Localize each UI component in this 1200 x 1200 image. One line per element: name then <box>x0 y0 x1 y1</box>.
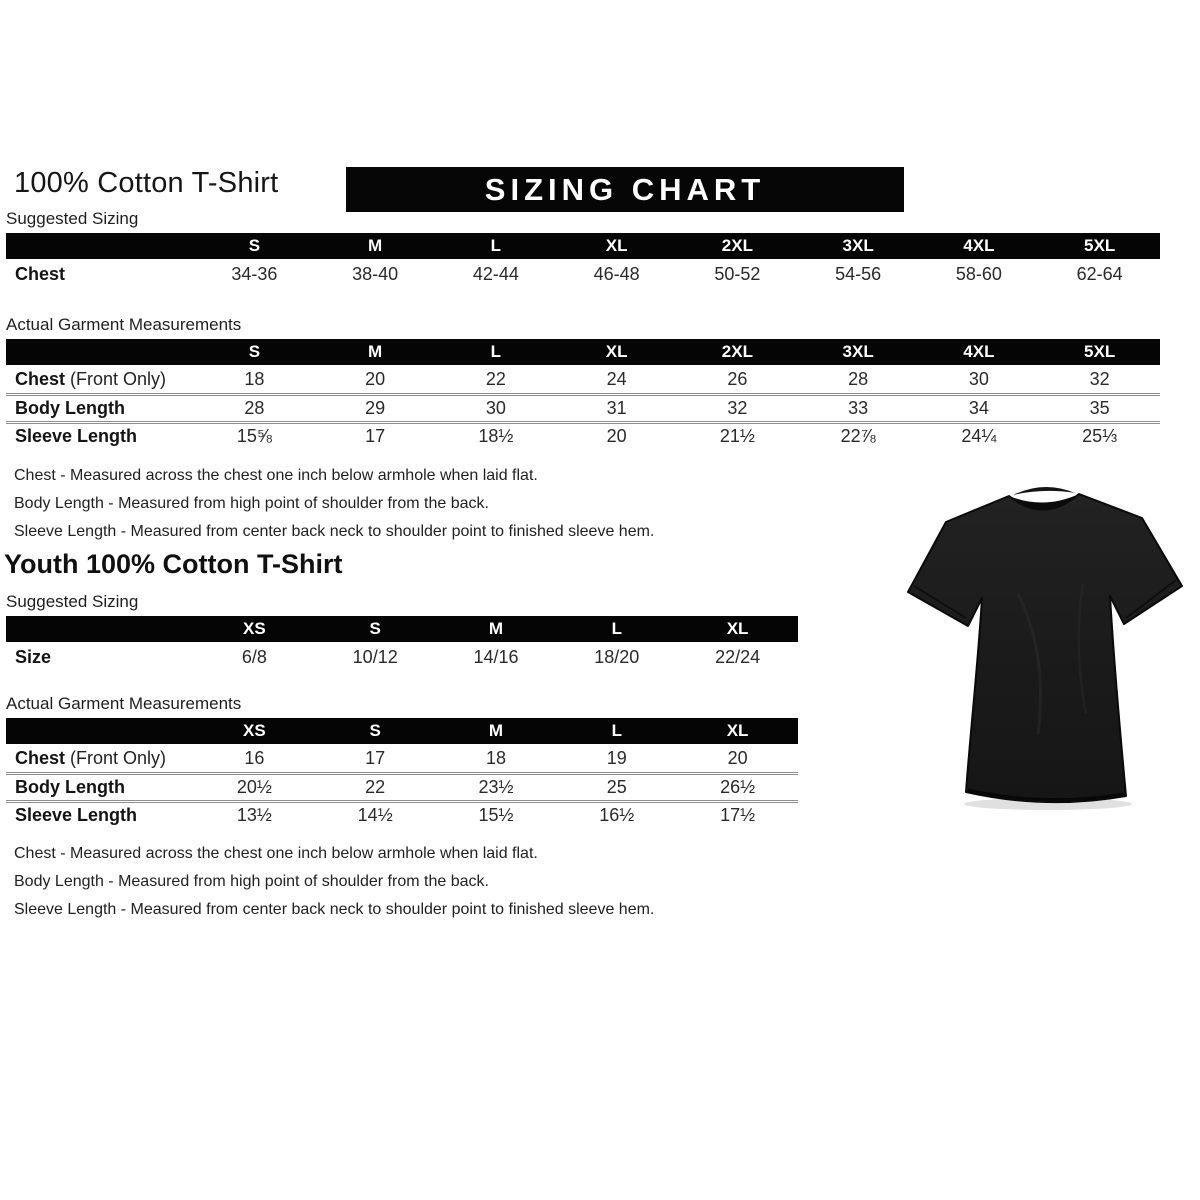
size-column-header: XS <box>243 721 266 740</box>
measurement-value: 34 <box>968 398 989 418</box>
measurement-value: 30 <box>968 368 989 389</box>
measurement-value: 16 <box>244 747 265 768</box>
table-row <box>6 744 798 772</box>
size-column-header: M <box>488 619 504 638</box>
table-row <box>6 642 798 673</box>
size-column-header: XL <box>726 619 749 638</box>
adult-suggested-sizing-table <box>6 233 1160 290</box>
row-label: Sleeve Length <box>15 426 138 446</box>
measurement-value: 20½ <box>236 777 272 797</box>
measurement-value: 21½ <box>719 426 755 446</box>
size-column-header: M <box>368 236 383 255</box>
measurement-value: 18 <box>485 747 506 768</box>
measurement-value: 25⅓ <box>1082 426 1118 446</box>
row-label: Size <box>15 647 52 667</box>
measurement-value: 25 <box>606 777 627 797</box>
size-column-header: 2XL <box>721 342 753 361</box>
measurement-value: 29 <box>365 398 386 418</box>
row-label: Chest <box>15 264 66 284</box>
row-label: Sleeve Length <box>15 805 138 825</box>
size-column-header: 3XL <box>842 342 874 361</box>
chest-range-value: 38-40 <box>352 264 399 284</box>
chest-range-value: 34-36 <box>231 264 278 284</box>
size-column-header: XL <box>726 721 749 740</box>
measurement-value: 15⅝ <box>236 426 272 446</box>
measurement-value: 19 <box>606 747 627 768</box>
chest-range-value: 54-56 <box>835 264 882 284</box>
youth-actual-measurements-table <box>6 718 798 828</box>
youth-actual-measurements-label: Actual Garment Measurements <box>6 694 242 713</box>
page-title: 100% Cotton T-Shirt <box>14 167 279 199</box>
note-line: Chest - Measured across the chest one inch below armhole when laid flat. <box>14 845 538 862</box>
measurement-value: 22⅞ <box>840 426 876 446</box>
note-line: Sleeve Length - Measured from center back neck to shoulder point to finished sleeve hem. <box>14 901 655 918</box>
size-column-header: M <box>488 721 504 740</box>
size-column-header: XL <box>605 342 628 361</box>
size-column-header: 2XL <box>721 236 753 255</box>
chest-range-value: 46-48 <box>593 264 640 284</box>
size-column-header: 5XL <box>1084 342 1116 361</box>
tshirt-photo <box>898 474 1190 818</box>
measurement-value: 15½ <box>478 805 514 825</box>
row-label <box>6 748 194 769</box>
measurement-value: 17½ <box>720 805 756 825</box>
measurement-value: 20 <box>365 368 386 389</box>
measurement-value: 31 <box>606 398 627 418</box>
table-row <box>6 421 1160 449</box>
table-header-row <box>6 233 1160 259</box>
chest-range-value: 50-52 <box>714 264 761 284</box>
measurement-value: 16½ <box>599 805 635 825</box>
size-range-value: 18/20 <box>594 647 640 667</box>
table-header-row <box>6 339 1160 365</box>
measurement-value: 35 <box>1089 398 1110 418</box>
youth-suggested-sizing-table <box>6 616 798 673</box>
row-label-main: Chest <box>15 747 66 768</box>
measurement-value: 18 <box>244 368 265 389</box>
chest-range-value: 42-44 <box>472 264 519 284</box>
measurement-value: 20 <box>606 426 627 446</box>
size-column-header: 4XL <box>963 236 995 255</box>
row-label-suffix: (Front Only) <box>65 368 167 389</box>
size-column-header: S <box>369 619 381 638</box>
youth-measurement-notes <box>14 840 654 924</box>
size-column-header: 5XL <box>1084 236 1116 255</box>
row-label <box>6 369 194 390</box>
measurement-value: 26½ <box>720 777 756 797</box>
size-column-header: L <box>611 721 622 740</box>
table-row <box>6 772 798 800</box>
note-line: Chest - Measured across the chest one inch below armhole when laid flat. <box>14 467 538 484</box>
measurement-value: 14½ <box>357 805 393 825</box>
measurement-value: 26 <box>727 368 748 389</box>
row-label-main: Chest <box>15 368 66 389</box>
table-row <box>6 393 1160 421</box>
size-range-value: 22/24 <box>715 647 761 667</box>
measurement-value: 28 <box>244 398 265 418</box>
note-line: Body Length - Measured from high point of shoulder from the back. <box>14 495 489 512</box>
chest-range-value: 58-60 <box>955 264 1002 284</box>
sizing-chart-banner: SIZING CHART <box>346 167 904 212</box>
measurement-value: 24 <box>606 368 627 389</box>
adult-actual-measurements-table <box>6 339 1160 449</box>
row-label: Body Length <box>15 398 125 418</box>
measurement-value: 17 <box>365 426 386 446</box>
size-column-header: S <box>248 342 261 361</box>
size-column-header: L <box>490 236 502 255</box>
measurement-value: 32 <box>1089 368 1110 389</box>
measurement-value: 22 <box>365 777 386 797</box>
youth-suggested-sizing-label: Suggested Sizing <box>6 592 139 611</box>
measurement-value: 32 <box>727 398 748 418</box>
measurement-value: 17 <box>365 747 386 768</box>
measurement-value: 24¼ <box>961 426 997 446</box>
note-line: Body Length - Measured from high point of shoulder from the back. <box>14 873 489 890</box>
size-range-value: 10/12 <box>352 647 398 667</box>
measurement-value: 18½ <box>478 426 514 446</box>
table-header-row <box>6 616 798 642</box>
size-column-header: S <box>248 236 261 255</box>
row-label: Body Length <box>15 777 125 797</box>
table-row <box>6 800 798 828</box>
note-line: Sleeve Length - Measured from center back neck to shoulder point to finished sleeve hem. <box>14 523 655 540</box>
size-column-header: L <box>611 619 622 638</box>
size-column-header: 4XL <box>963 342 995 361</box>
table-header-row <box>6 718 798 744</box>
measurement-value: 28 <box>848 368 869 389</box>
measurement-value: 13½ <box>236 805 272 825</box>
size-range-value: 6/8 <box>241 647 267 667</box>
table-row <box>6 259 1160 290</box>
measurement-value: 23½ <box>478 777 514 797</box>
size-range-value: 14/16 <box>473 647 519 667</box>
measurement-value: 30 <box>485 398 506 418</box>
size-column-header: 3XL <box>842 236 874 255</box>
chest-range-value: 62-64 <box>1076 264 1123 284</box>
size-column-header: M <box>368 342 383 361</box>
adult-actual-measurements-label: Actual Garment Measurements <box>6 315 242 334</box>
adult-suggested-sizing-label: Suggested Sizing <box>6 209 139 228</box>
youth-section-title: Youth 100% Cotton T-Shirt <box>4 549 343 579</box>
measurement-value: 22 <box>485 368 506 389</box>
black-tshirt-image <box>898 474 1190 818</box>
table-row <box>6 365 1160 393</box>
size-column-header: S <box>369 721 381 740</box>
measurement-value: 33 <box>848 398 869 418</box>
size-column-header: L <box>490 342 502 361</box>
size-column-header: XS <box>243 619 266 638</box>
measurement-value: 20 <box>727 747 748 768</box>
row-label-suffix: (Front Only) <box>65 747 167 768</box>
size-column-header: XL <box>605 236 628 255</box>
adult-measurement-notes <box>14 462 654 546</box>
